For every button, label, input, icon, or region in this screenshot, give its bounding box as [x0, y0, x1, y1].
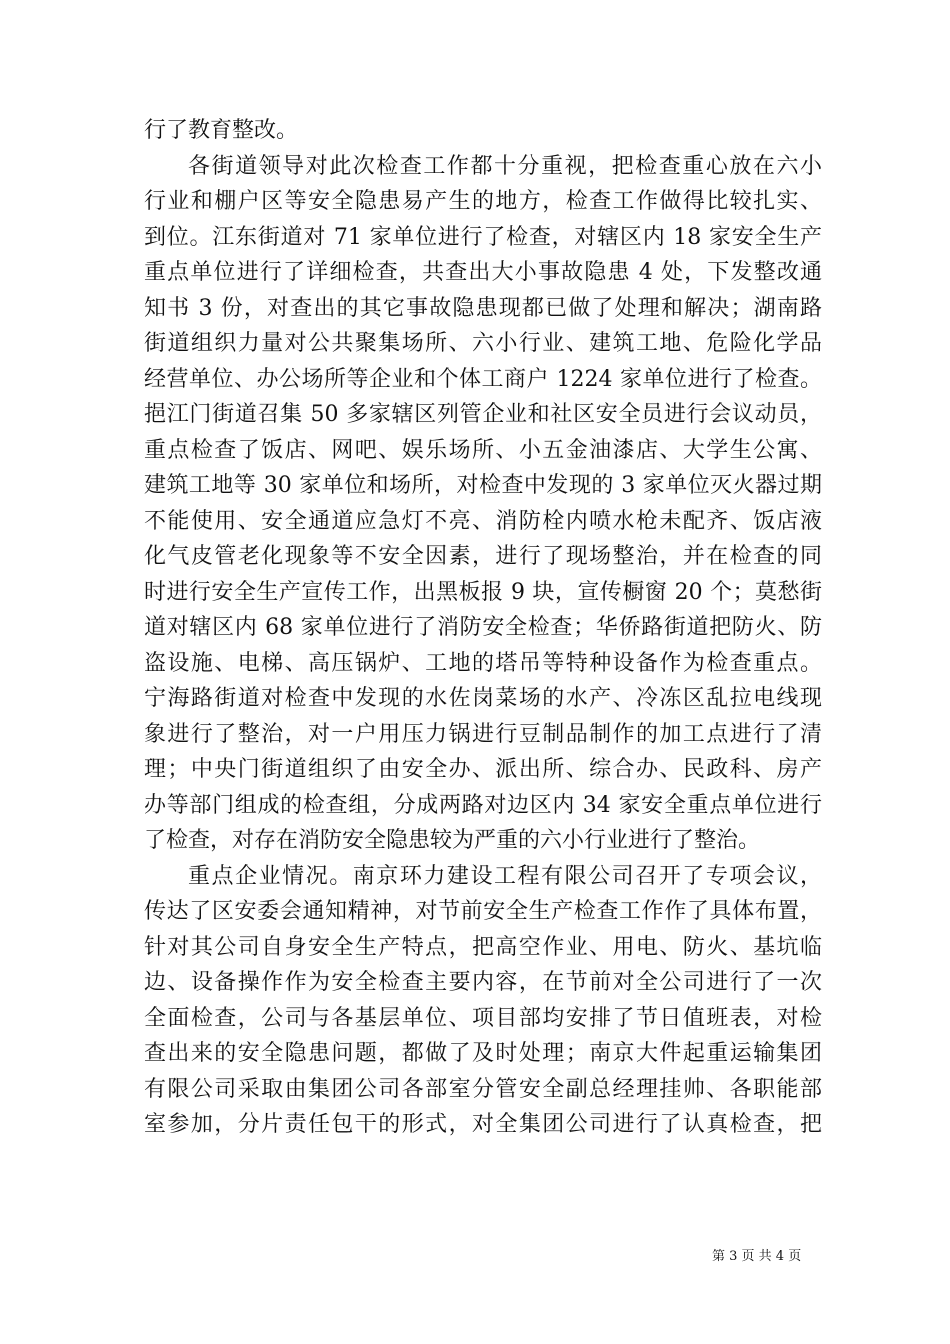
text-line: 重点检查了饭店、网吧、娱乐场所、小五金油漆店、大学生公寓、: [144, 437, 822, 463]
page-number: 第 3 页 共 4 页: [712, 1249, 802, 1264]
text-line: 经营单位、办公场所等企业和个体工商户 1224 家单位进行了检查。: [144, 366, 822, 392]
text-line: 宁海路街道对检查中发现的水佐岗菜场的水产、冷冻区乱拉电线现: [144, 686, 822, 711]
text-line: 挹江门街道召集 50 多家辖区列管企业和社区安全员进行会议动员，: [144, 402, 822, 427]
text-line: 室参加，分片责任包干的形式，对全集团公司进行了认真检查，把: [144, 1112, 822, 1137]
text-line: 行了教育整改。: [144, 118, 299, 143]
text-line: 有限公司采取由集团公司各部室分管安全副总经理挂帅、各职能部: [144, 1076, 822, 1102]
text-line: 重点单位进行了详细检查，共查出大小事故隐患 4 处，下发整改通: [144, 260, 822, 285]
text-line: 盗设施、电梯、高压锅炉、工地的塔吊等特种设备作为检查重点。: [144, 650, 822, 676]
text-line: 针对其公司自身安全生产特点，把高空作业、用电、防火、基坑临: [144, 934, 822, 960]
text-line: 传达了区安委会通知精神，对节前安全生产检查工作作了具体布置，: [144, 899, 822, 924]
text-line: 理；中央门街道组织了由安全办、派出所、综合办、民政科、房产: [144, 757, 822, 782]
text-line: 象进行了整治，对一户用压力锅进行豆制品制作的加工点进行了清: [144, 721, 822, 747]
text-line: 各街道领导对此次检查工作都十分重视，把检查重心放在六小: [188, 153, 822, 179]
text-line: 化气皮管老化现象等不安全因素，进行了现场整治，并在检查的同: [144, 544, 822, 569]
text-line: 查出来的安全隐患问题，都做了及时处理；南京大件起重运输集团: [144, 1041, 822, 1066]
text-line: 了检查，对存在消防安全隐患较为严重的六小行业进行了整治。: [144, 828, 761, 853]
text-line: 行业和棚户区等安全隐患易产生的地方，检查工作做得比较扎实、: [144, 189, 822, 214]
text-line: 办等部门组成的检查组，分成两路对边区内 34 家安全重点单位进行: [144, 792, 822, 818]
text-line: 不能使用、安全通道应急灯不亮、消防栓内喷水枪未配齐、饭店液: [144, 508, 822, 534]
text-line: 道对辖区内 68 家单位进行了消防安全检查；华侨路街道把防火、防: [144, 615, 822, 640]
text-line: 街道组织力量对公共聚集场所、六小行业、建筑工地、危险化学品: [144, 331, 822, 356]
body-text: [144, 113, 822, 1143]
text-line: 知书 3 份，对查出的其它事故隐患现都已做了处理和解决；湖南路: [144, 295, 822, 321]
text-line: 建筑工地等 30 家单位和场所，对检查中发现的 3 家单位灭火器过期: [144, 473, 822, 498]
text-line: 到位。江东街道对 71 家单位进行了检查，对辖区内 18 家安全生产: [144, 224, 822, 250]
text-line: 边、设备操作作为安全检查主要内容，在节前对全公司进行了一次: [144, 970, 822, 995]
text-line: 时进行安全生产宣传工作，出黑板报 9 块，宣传橱窗 20 个；莫愁街: [144, 579, 822, 605]
text-line: 重点企业情况。南京环力建设工程有限公司召开了专项会议，: [188, 863, 822, 889]
text-line: 全面检查，公司与各基层单位、项目部均安排了节日值班表，对检: [144, 1005, 822, 1031]
